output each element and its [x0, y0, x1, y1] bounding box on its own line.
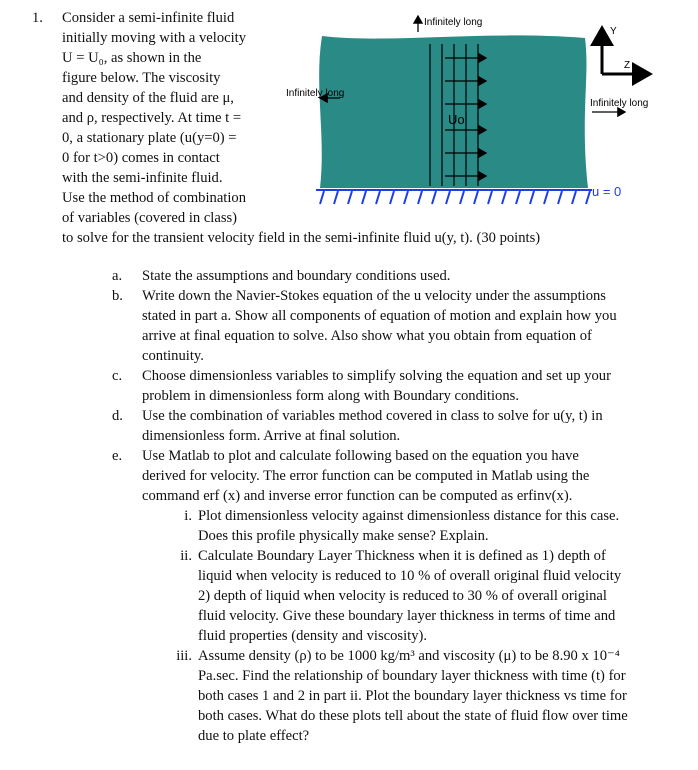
label-velocity: Uo [448, 112, 465, 127]
axis-z-label: Z [624, 60, 631, 71]
flow-figure [280, 6, 690, 206]
subpart-line: Pa.sec. Find the relationship of boundary layer thickness with time (t) for [198, 668, 626, 684]
subparts [112, 506, 672, 746]
label-wall: u = 0 [592, 184, 622, 199]
subpart-line: Calculate Boundary Layer Thickness when it is defined as 1) depth of [198, 548, 606, 564]
part-e [112, 446, 672, 506]
problem-parts [112, 266, 672, 746]
subpart-line: both cases. What do these plots tell about the state of fluid flow over time [198, 708, 628, 724]
part-line: problem in dimensionless form along with Boundary conditions. [142, 388, 519, 404]
subpart-line: liquid when velocity is reduced to 10 % of overall original fluid velocity [198, 568, 622, 584]
intro-line: Consider a semi-infinite fluid [62, 10, 235, 26]
intro-line: and ρ, respectively. At time t = [62, 110, 242, 126]
intro-line: U = U₀, as shown in the [62, 50, 202, 66]
part-label: b. [112, 288, 123, 304]
label-left: Infinitely long [286, 88, 345, 99]
part-label: d. [112, 408, 123, 424]
intro-line: 0 for t>0) comes in contact [62, 150, 220, 166]
part-b [112, 286, 672, 366]
part-line: Use the combination of variables method covered in class to solve for u(y, t) in [142, 408, 603, 424]
subpart-line: Assume density (ρ) to be 1000 kg/m³ and viscosity (μ) to be 8.90 x 10⁻⁴ [198, 648, 620, 664]
label-top: Infinitely long [424, 17, 483, 28]
part-label: e. [112, 448, 123, 464]
part-line: Write down the Navier-Stokes equation of the u velocity under the assumptions [142, 288, 606, 304]
part-line: Choose dimensionless variables to simplify solving the equation and set up your [142, 368, 611, 384]
part-line: continuity. [142, 348, 204, 364]
part-line: State the assumptions and boundary conditions used. [142, 268, 451, 284]
subpart-i [162, 506, 672, 546]
subpart-line: Plot dimensionless velocity against dimensionless distance for this case. [198, 508, 620, 524]
intro-line: initially moving with a velocity [62, 30, 247, 46]
problem-number: 1. [32, 10, 43, 26]
part-a [112, 266, 672, 286]
intro-line-wide: of variables (covered in class) [62, 210, 238, 226]
wall-hatch [320, 191, 590, 204]
axis-y-label: Y [610, 26, 617, 37]
intro-line: Use the method of combination [62, 190, 247, 206]
part-line: command erf (x) and inverse error function can be computed as erfinv(x). [142, 488, 573, 504]
subpart-line: both cases 1 and 2 in part ii. Plot the boundary layer thickness vs time for [198, 688, 627, 704]
subpart-label: iii. [176, 648, 192, 664]
problem-intro [62, 8, 292, 208]
part-line: stated in part a. Show all components of equation of motion and explain how you [142, 308, 617, 324]
intro-line: figure below. The viscosity [62, 70, 221, 86]
part-label: c. [112, 368, 123, 384]
subpart-label: i. [184, 508, 192, 524]
intro-line: and density of the fluid are μ, [62, 90, 234, 106]
part-d [112, 406, 672, 446]
subpart-label: ii. [180, 548, 192, 564]
part-label: a. [112, 268, 123, 284]
part-line: arrive at final equation to solve. Also show what you obtain from equation of [142, 328, 592, 344]
subpart-ii [162, 546, 672, 646]
subpart-line: due to plate effect? [198, 728, 310, 744]
subpart-line: fluid velocity. Give these boundary layer thickness in terms of time and [198, 608, 616, 624]
axes-icon [602, 26, 650, 74]
part-c [112, 366, 672, 406]
part-line: Use Matlab to plot and calculate following based on the equation you have [142, 448, 579, 464]
subpart-line: Does this profile physically make sense? Explain. [198, 528, 489, 544]
part-line: derived for velocity. The error function can be computed in Matlab using the [142, 468, 590, 484]
intro-line-wide: to solve for the transient velocity field in the semi-infinite fluid u(y, t). (30 points) [62, 230, 541, 246]
label-right: Infinitely long [590, 98, 649, 109]
subpart-line: fluid properties (density and viscosity). [198, 628, 427, 644]
intro-line: with the semi-infinite fluid. [62, 170, 223, 186]
subpart-line: 2) depth of liquid when velocity is reduced to 30 % of overall original [198, 588, 607, 604]
intro-line: 0, a stationary plate (u(y=0) = [62, 130, 237, 146]
part-line: dimensionless form. Arrive at final solution. [142, 428, 401, 444]
subpart-iii [162, 646, 672, 746]
